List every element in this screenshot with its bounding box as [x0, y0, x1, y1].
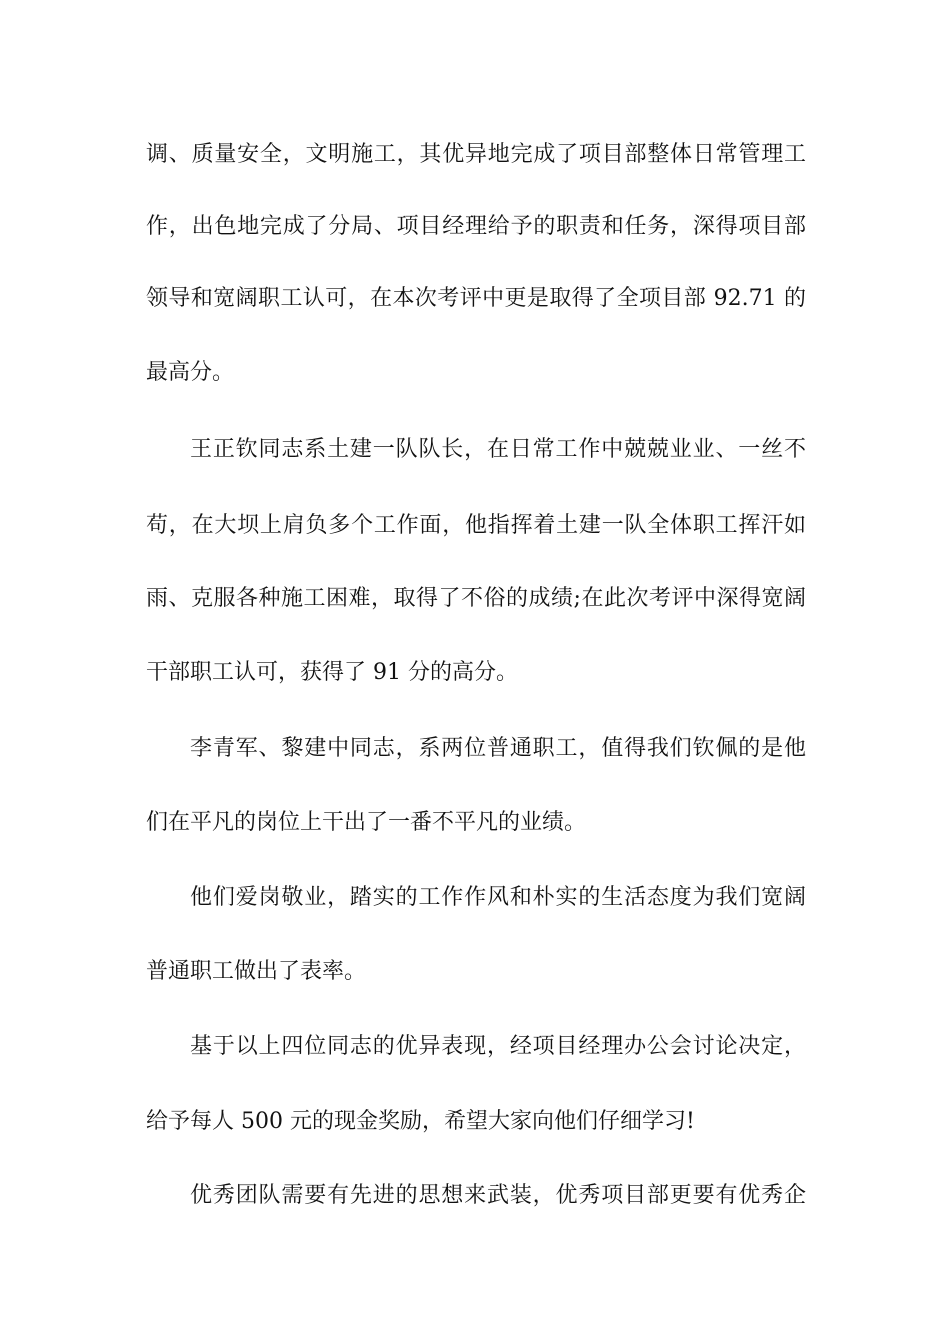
text-line: 干部职工认可，获得了 91 分的高分。 [146, 660, 518, 685]
text-line: 雨、克服各种施工困难，取得了不俗的成绩;在此次考评中深得宽阔 [146, 586, 806, 611]
paragraph-first-line: 王正钦同志系土建一队队长，在日常工作中兢兢业业、一丝不 [190, 437, 806, 462]
text-line: 领导和宽阔职工认可，在本次考评中更是取得了全项目部 92.71 的 [146, 286, 806, 311]
paragraph-first-line: 基于以上四位同志的优异表现，经项目经理办公会讨论决定， [190, 1034, 806, 1059]
paragraph-first-line: 优秀团队需要有先进的思想来武装，优秀项目部更要有优秀企 [190, 1183, 806, 1208]
text-line: 给予每人 500 元的现金奖励，希望大家向他们仔细学习! [146, 1109, 695, 1134]
text-line: 作，出色地完成了分局、项目经理给予的职责和任务，深得项目部 [146, 214, 806, 239]
text-line: 调、质量安全，文明施工，其优异地完成了项目部整体日常管理工 [146, 142, 806, 167]
text-line: 最高分。 [146, 360, 235, 385]
paragraph-first-line: 李青军、黎建中同志，系两位普通职工，值得我们钦佩的是他 [190, 736, 806, 761]
text-line: 苟，在大坝上肩负多个工作面，他指挥着土建一队全体职工挥汗如 [146, 513, 806, 538]
text-line: 们在平凡的岗位上干出了一番不平凡的业绩。 [146, 810, 587, 835]
paragraph-first-line: 他们爱岗敬业，踏实的工作作风和朴实的生活态度为我们宽阔 [190, 885, 806, 910]
text-line: 普通职工做出了表率。 [146, 959, 367, 984]
